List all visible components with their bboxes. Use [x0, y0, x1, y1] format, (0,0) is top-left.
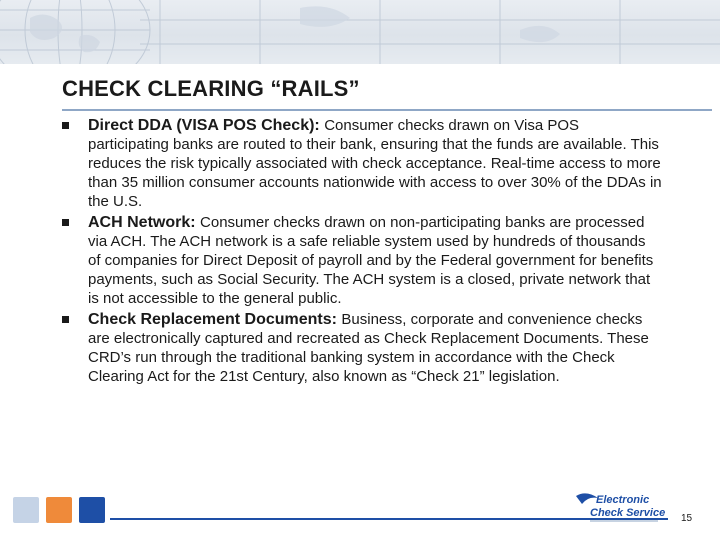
bullet-item-ach-network [62, 213, 662, 308]
footer-square-orange [46, 497, 72, 523]
bullet-item-check-replacement [62, 310, 662, 386]
page-number: 15 [681, 513, 693, 524]
bullet-heading: Check Replacement Documents: [88, 311, 342, 328]
logo-line-1: Electronic [596, 494, 650, 506]
logo-line-2: Check Service [590, 507, 666, 519]
footer-square-dark-blue [79, 497, 105, 523]
logo-swoosh-icon [576, 493, 598, 504]
header-banner [0, 0, 720, 64]
electronic-check-service-logo [574, 490, 674, 526]
globe-graphic [0, 0, 720, 64]
bullet-item-direct-dda [62, 116, 662, 211]
slide-title: CHECK CLEARING “RAILS” [62, 76, 360, 101]
title-divider [62, 109, 712, 111]
bullet-body: Business, corporate and convenience checks are electronically captured and recreated as Check Replacement Documents. These CRD’s run through the traditional banking system in accordance with the Check Clearing Act for the 21st Century, also known as “Check 21” legislation. [88, 311, 649, 385]
square-bullet-icon [62, 219, 69, 226]
footer-square-light-blue [13, 497, 39, 523]
bullet-body: Consumer checks drawn on Visa POS participating banks are routed to their bank, ensuring that the funds are available. This reduces the risk typically associated with check acceptance. Real-time access to more than 35 million consumer accounts nationwide with access to over 30% of the DDAs in the U.S. [88, 117, 662, 210]
square-bullet-icon [62, 316, 69, 323]
bullet-heading: Direct DDA (VISA POS Check): [88, 117, 325, 134]
bullet-body: Consumer checks drawn on non-participating banks are processed via ACH. The ACH network is a safe reliable system used by hundreds of thousands of companies for Direct Deposit of payroll and by the Federal government for benefits payments, such as Social Security. The ACH system is a closed, private network that is not accessible to the general public. [88, 214, 654, 307]
bullet-list [62, 116, 662, 386]
square-bullet-icon [62, 122, 69, 129]
bullet-heading: ACH Network: [88, 214, 201, 231]
